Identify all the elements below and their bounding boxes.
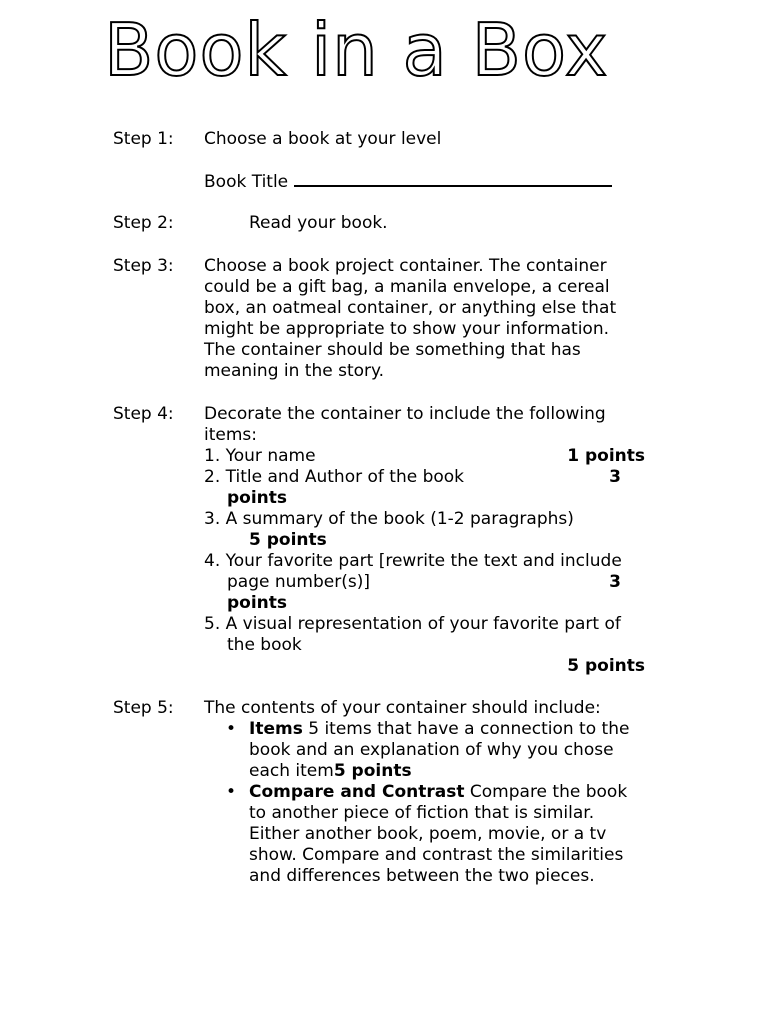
step-1-text: Choose a book at your level	[204, 129, 442, 149]
list-item-summary: 3. A summary of the book (1-2 paragraphs)	[204, 509, 574, 529]
step-3-line: could be a gift bag, a manila envelope, a cereal	[204, 277, 610, 297]
list-item-compare-contrast	[204, 782, 654, 887]
step-2-label: Step 2:	[113, 213, 174, 233]
list-item-text: 1. Your name	[204, 446, 316, 466]
step-3-line: box, an oatmeal container, or anything else that	[204, 298, 617, 318]
book-title-field	[204, 171, 654, 192]
step-3-content	[204, 256, 654, 382]
bullet-heading: Items	[249, 719, 303, 739]
points-value: 3	[609, 572, 621, 592]
points-value: 5 points	[567, 656, 645, 676]
bullet-text: 5 items that have a connection to the	[302, 719, 630, 739]
list-item-visual-cont: the book	[227, 635, 302, 655]
list-item-items	[204, 719, 654, 782]
step-3-label: Step 3:	[113, 256, 174, 276]
points-value: 1 points	[567, 446, 645, 466]
bullet-icon: •	[226, 719, 237, 739]
bullet-text: each item	[249, 761, 334, 781]
bullet-heading: Compare and Contrast	[249, 782, 465, 802]
step-4-content	[204, 404, 654, 677]
step-3-line: Choose a book project container. The container	[204, 256, 607, 276]
list-item-text: 2. Title and Author of the book	[204, 467, 465, 487]
step-1-label: Step 1:	[113, 129, 174, 149]
bullet-text: show. Compare and contrast the similarities	[249, 845, 624, 865]
bullet-text: Either another book, poem, movie, or a tv	[249, 824, 607, 844]
step-3-line: The container should be something that has	[204, 340, 581, 360]
points-unit: points	[227, 488, 288, 508]
points-value: 5 points	[249, 530, 327, 550]
step-3-line: meaning in the story.	[204, 361, 385, 381]
points-unit: points	[227, 593, 288, 613]
book-title-blank-line	[294, 171, 612, 187]
step-5-intro: The contents of your container should include:	[204, 698, 601, 718]
list-item-your-name	[204, 446, 654, 467]
step-4-intro: items:	[204, 425, 257, 445]
list-item-favorite-part-cont	[204, 572, 654, 593]
list-item-title-author	[204, 467, 654, 488]
bullet-text: Compare the book	[464, 782, 628, 802]
list-item-visual: 5. A visual representation of your favorite part of	[204, 614, 621, 634]
points-value: 5 points	[333, 761, 412, 781]
step-5-bullet-list	[204, 719, 654, 887]
bullet-text: to another piece of fiction that is similar.	[249, 803, 595, 823]
bullet-icon: •	[226, 782, 237, 802]
step-1-content	[204, 129, 654, 192]
step-3-line: might be appropriate to show your information.	[204, 319, 609, 339]
page-title: Book in a Box	[104, 8, 609, 92]
bullet-text: and differences between the two pieces.	[249, 866, 595, 886]
list-item-text: page number(s)]	[227, 572, 370, 592]
step-4-intro: Decorate the container to include the following	[204, 404, 606, 424]
step-4-label: Step 4:	[113, 404, 174, 424]
list-item-visual-points	[204, 656, 654, 677]
list-item-favorite-part: 4. Your favorite part [rewrite the text and include	[204, 551, 622, 571]
points-value: 3	[609, 467, 621, 487]
step-5-label: Step 5:	[113, 698, 174, 718]
step-2-text: Read your book.	[249, 213, 388, 233]
step-5-content	[204, 698, 654, 887]
bullet-text: book and an explanation of why you chose	[249, 740, 614, 760]
book-title-label: Book Title	[204, 172, 289, 192]
